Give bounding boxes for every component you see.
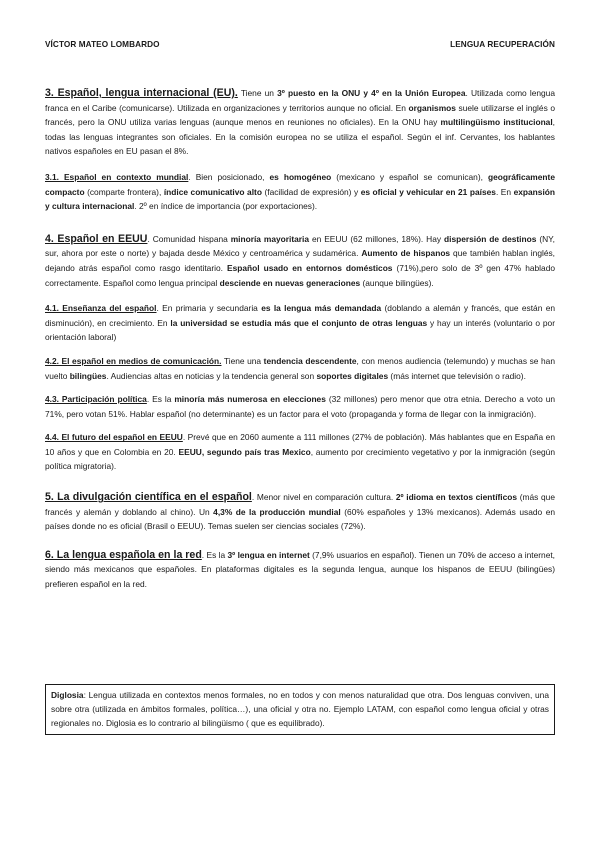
section-3: 3. Español, lengua internacional (EU). Tiene un 3º puesto en la ONU y 4º en la Unión Europea. Utilizada como lengua franca en el Caribe (comunicarse). Utilizada en organizaciones y territorios aunque no oficial. En organismos suele utilizarse el inglés o francés, pero la ONU utiliza varias lenguas (aunque menos en reuniones no oficiales). En la ONU hay multilingüismo institucional, todas las lenguas integrantes son oficiales. En la comisión europea no se utiliza el español. Según el inf. Cervantes, los hablantes nativos españoles en EU pasan el 8%.	[45, 87, 556, 157]
diglosia-label: Diglosia	[51, 690, 84, 700]
section-4-4-title: 4.4. El futuro del español en EEUU	[45, 432, 183, 443]
section-4-title: 4. Español en EEUU	[45, 232, 148, 245]
section-4: 4. Español en EEUU. Comunidad hispana minoría mayoritaria en EEUU (62 millones, 18%). Hay dispersión de destinos (NY, sur, ahora por este o norte) y bajada desde México y centroamérica y sudamérica. Aumento de hispanos que también hablan inglés, dejando atrás español como rasgo identitario. Español usado en entornos domésticos (71%),pero solo de 3º gen 47% hablado correctamente. Español como lengua principal desciende en nuevas generaciones (aunque bilingües).	[45, 232, 556, 288]
page-header	[45, 40, 555, 49]
section-4-4: 4.4. El futuro del español en EEUU. Prevé que en 2060 aumente a 111 millones (27% de población). Más hablantes que en España en 10 años y que en Colombia en 20. EEUU, segundo país tras Mexico, aumento por crecimiento vegetativo y por la inmigración (según política migratoria).	[45, 432, 555, 472]
section-4-3: 4.3. Participación política. Es la minoría más numerosa en elecciones (32 millones) pero menor que otra etnia. Derecho a voto un 71%, pero votan 51%. Hablar español (no determinante) es un factor para el voto (propaganda y forma de llegar con la inmigración).	[45, 394, 556, 419]
section-3-1-title: 3.1. Español en contexto mundial	[45, 171, 189, 182]
section-3-1: 3.1. Español en contexto mundial. Bien posicionado, es homogéneo (mexicano y español se comunican), geográficamente compacto (comparte frontera), índice comunicativo alto (facilidad de expresión) y es oficial y vehicular en 21 países. En expansión y cultura internacional. 2º en índice de importancia (por exportaciones).	[45, 171, 555, 212]
section-4-1-title: 4.1. Enseñanza del español	[45, 303, 157, 314]
diglosia-text: : Lengua utilizada en contextos menos formales, no en todos y con menos naturalidad que otra. Dos lenguas conviven, una sobre otra (utilizada en ámbitos formales, política…), una oficial y otra no. Ejemplo LATAM, con español como lengua oficial y otras regionales no. Diglosia es lo contrario al bilingüismo ( que es equilibrado).	[51, 690, 549, 728]
section-4-2: 4.2. El español en medios de comunicación. Tiene una tendencia descendente, con menos audiencia (telemundo) y muchas se han vuelto bilingües. Audiencias altas en noticias y la tendencia general son soportes digitales (más internet que televisión o radio).	[45, 355, 555, 381]
subject-title: LENGUA RECUPERACIÓN	[450, 40, 555, 49]
section-6: 6. La lengua española en la red. Es la 3º lengua en internet (7,9% usuarios en español). Tienen un 70% de acceso a internet, siendo más mexicanos que españoles. En plataformas digitales es la segunda lengua, aunque los hispanos de EEUU (bilingües) prefieren español en la red.	[45, 548, 555, 590]
section-5-title: 5. La divulgación científica en el español	[45, 491, 252, 504]
diglosia-note-box	[45, 684, 555, 735]
section-3-title: 3. Español, lengua internacional (EU).	[45, 87, 238, 99]
section-4-3-title: 4.3. Participación política	[45, 394, 147, 405]
section-5: 5. La divulgación científica en el español. Menor nivel en comparación cultura. 2º idioma en textos científicos (más que francés y alemán y doblando al chino). Un 4,3% de la producción mundial (60% españoles y 13% mexicanos). Además usado en países donde no es oficial (Brasil o EEUU). Temas suelen ser ciencias sociales (72%).	[45, 491, 556, 532]
author-name: VÍCTOR MATEO LOMBARDO	[45, 40, 160, 49]
section-6-title: 6. La lengua española en la red	[45, 548, 202, 561]
document-body	[45, 86, 555, 603]
section-4-2-title: 4.2. El español en medios de comunicación.	[45, 355, 222, 366]
section-4-1: 4.1. Enseñanza del español. En primaria y secundaria es la lengua más demandada (doblando a alemán y francés, que están en disminución), en crecimiento. En la universidad se estudia más que el conjunto de otras lenguas y hay un interés (voluntario o por orientación laboral)	[45, 303, 556, 343]
